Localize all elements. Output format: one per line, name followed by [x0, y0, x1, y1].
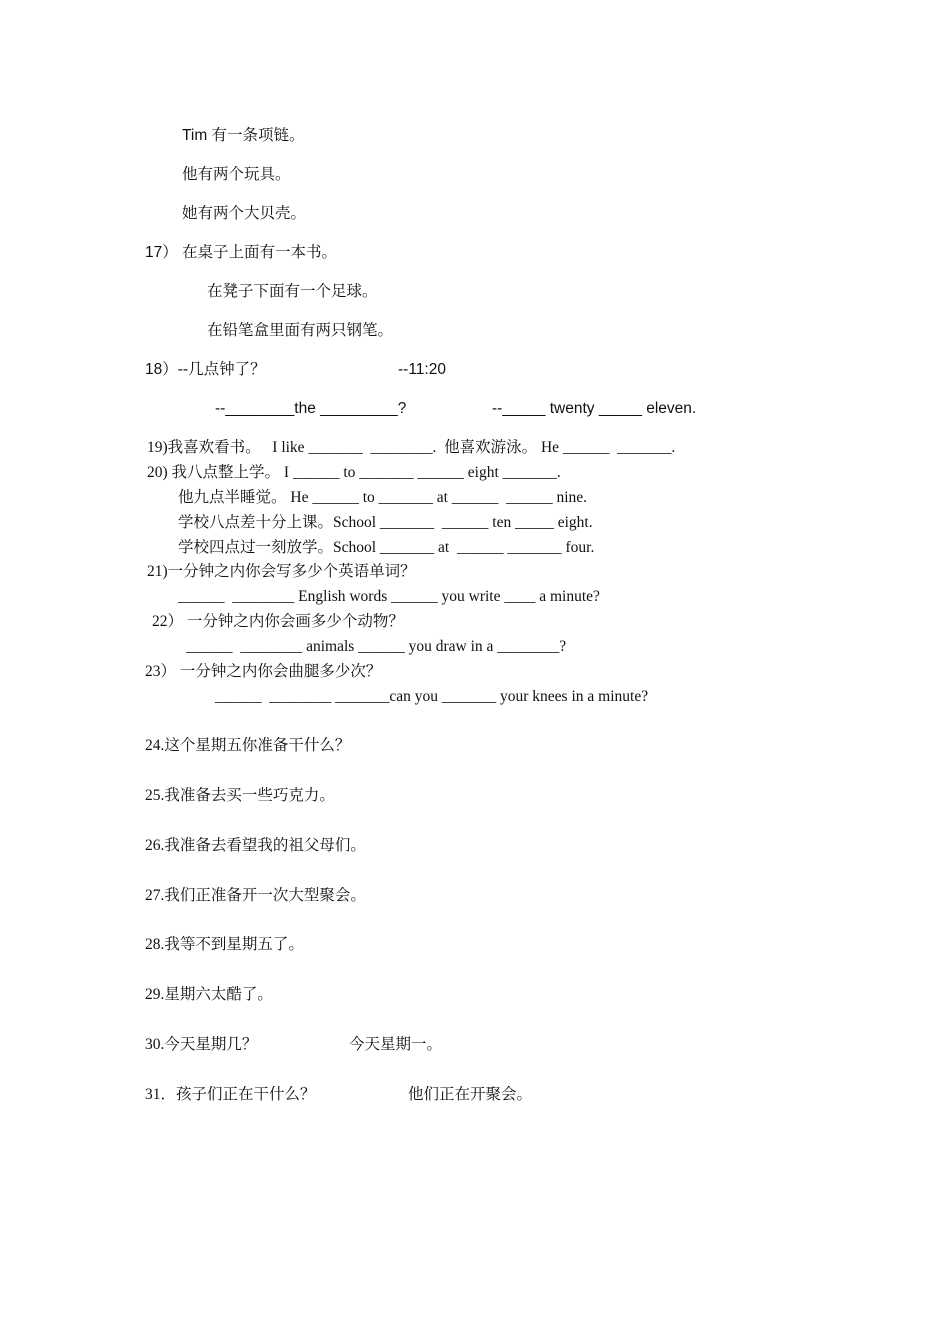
item-25: 25.我准备去买一些巧克力。 [145, 787, 335, 804]
item-22: 22） 一分钟之内你会画多少个动物？ [152, 613, 404, 630]
sentence-two-pens: 在铅笔盒里面有两只钢笔。 [207, 322, 394, 339]
item-22-blank: ______ ________ animals ______ you draw in a ________? [186, 638, 567, 655]
item-17: 17） 在桌子上面有一本书。 [145, 244, 338, 261]
item-21-blank: ______ ________ English words ______ you write ____ a minute? [178, 588, 600, 605]
item-18-question: 18）--几点钟了？ [145, 361, 266, 378]
item-20: 20) 我八点整上学。 I ______ to _______ ______ eight _______. [147, 464, 561, 481]
item-21: 21)一分钟之内你会写多少个英语单词？ [147, 563, 416, 580]
item-27: 27.我们正准备开一次大型聚会。 [145, 887, 366, 904]
item-20-line-3: 学校八点差十分上课。School _______ ______ ten _____ eight. [178, 514, 593, 531]
item-23-blank: ______ ________ _______can you _______ your knees in a minute? [215, 688, 649, 705]
item-19: 19)我喜欢看书。 I like _______ ________. 他喜欢游泳。 He ______ _______. [147, 439, 676, 456]
item-20-line-4: 学校四点过一刻放学。School _______ at ______ _______ four. [178, 539, 595, 556]
item-23: 23） 一分钟之内你会曲腿多少次？ [145, 663, 382, 680]
item-30-question: 30.今天星期几？ [145, 1036, 258, 1053]
sentence-two-toys: 他有两个玩具。 [182, 166, 291, 183]
sentence-tim-necklace: Tim 有一条项链。 [182, 127, 305, 144]
item-24: 24.这个星期五你准备干什么？ [145, 737, 351, 754]
item-20-line-2: 他九点半睡觉。 He ______ to _______ at ______ ______ nine. [178, 489, 588, 506]
item-31-answer: 他们正在开聚会。 [408, 1086, 533, 1103]
item-18-blank-question: --________the _________? [215, 400, 407, 417]
item-31-question: 31．孩子们正在干什么？ [145, 1086, 316, 1103]
sentence-two-shells: 她有两个大贝壳。 [182, 205, 307, 222]
item-29: 29.星期六太酷了。 [145, 986, 273, 1003]
item-30-answer: 今天星期一。 [349, 1036, 443, 1053]
sentence-football: 在凳子下面有一个足球。 [207, 283, 378, 300]
item-18-time: --11:20 [398, 361, 446, 378]
item-28: 28.我等不到星期五了。 [145, 936, 304, 953]
item-26: 26.我准备去看望我的祖父母们。 [145, 837, 366, 854]
item-18-blank-answer: --_____ twenty _____ eleven. [492, 400, 697, 417]
